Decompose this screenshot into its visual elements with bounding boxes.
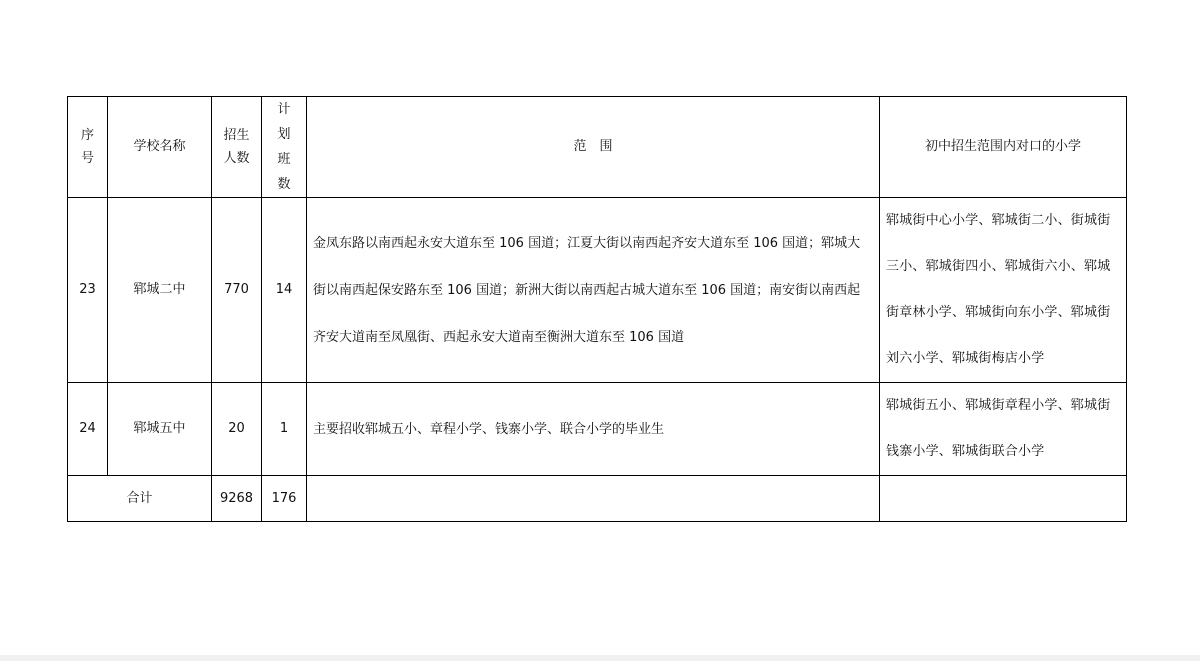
cell-enroll-count: 770	[212, 198, 262, 383]
total-primary-schools	[880, 476, 1127, 522]
enrollment-table	[67, 96, 1127, 522]
total-row	[68, 476, 1127, 522]
table-header-row	[68, 97, 1127, 198]
cell-enroll-count: 20	[212, 383, 262, 476]
header-primary-schools: 初中招生范围内对口的小学	[880, 97, 1127, 198]
cell-class-count: 14	[262, 198, 307, 383]
cell-school-name: 郓城二中	[108, 198, 212, 383]
cell-scope: 主要招收郓城五小、章程小学、钱寨小学、联合小学的毕业生	[307, 383, 880, 476]
cell-class-count: 1	[262, 383, 307, 476]
total-scope	[307, 476, 880, 522]
total-label: 合计	[68, 476, 212, 522]
table-row	[68, 383, 1127, 476]
cell-seq: 23	[68, 198, 108, 383]
total-enroll-count: 9268	[212, 476, 262, 522]
header-scope: 范 围	[307, 97, 880, 198]
cell-school-name: 郓城五中	[108, 383, 212, 476]
page-bottom-edge	[0, 655, 1200, 661]
header-enroll-count: 招生人数	[212, 97, 262, 198]
cell-primary-schools: 郓城街五小、郓城街章程小学、郓城街钱寨小学、郓城街联合小学	[880, 383, 1127, 476]
cell-primary-schools: 郓城街中心小学、郓城街二小、街城街三小、郓城街四小、郓城街六小、郓城街章林小学、郓城街向东小学、郓城街刘六小学、郓城街梅店小学	[880, 198, 1127, 383]
total-class-count: 176	[262, 476, 307, 522]
header-class-count: 计划班数	[262, 97, 307, 198]
cell-seq: 24	[68, 383, 108, 476]
table-row	[68, 198, 1127, 383]
header-seq: 序号	[68, 97, 108, 198]
cell-scope: 金凤东路以南西起永安大道东至 106 国道；江夏大街以南西起齐安大道东至 106 国道；郓城大街以南西起保安路东至 106 国道；新洲大街以南西起古城大道东至 106 国道；南安街以南西起齐安大道南至凤凰街、西起永安大道南至衡洲大道东至 106 国道	[307, 198, 880, 383]
header-school-name: 学校名称	[108, 97, 212, 198]
